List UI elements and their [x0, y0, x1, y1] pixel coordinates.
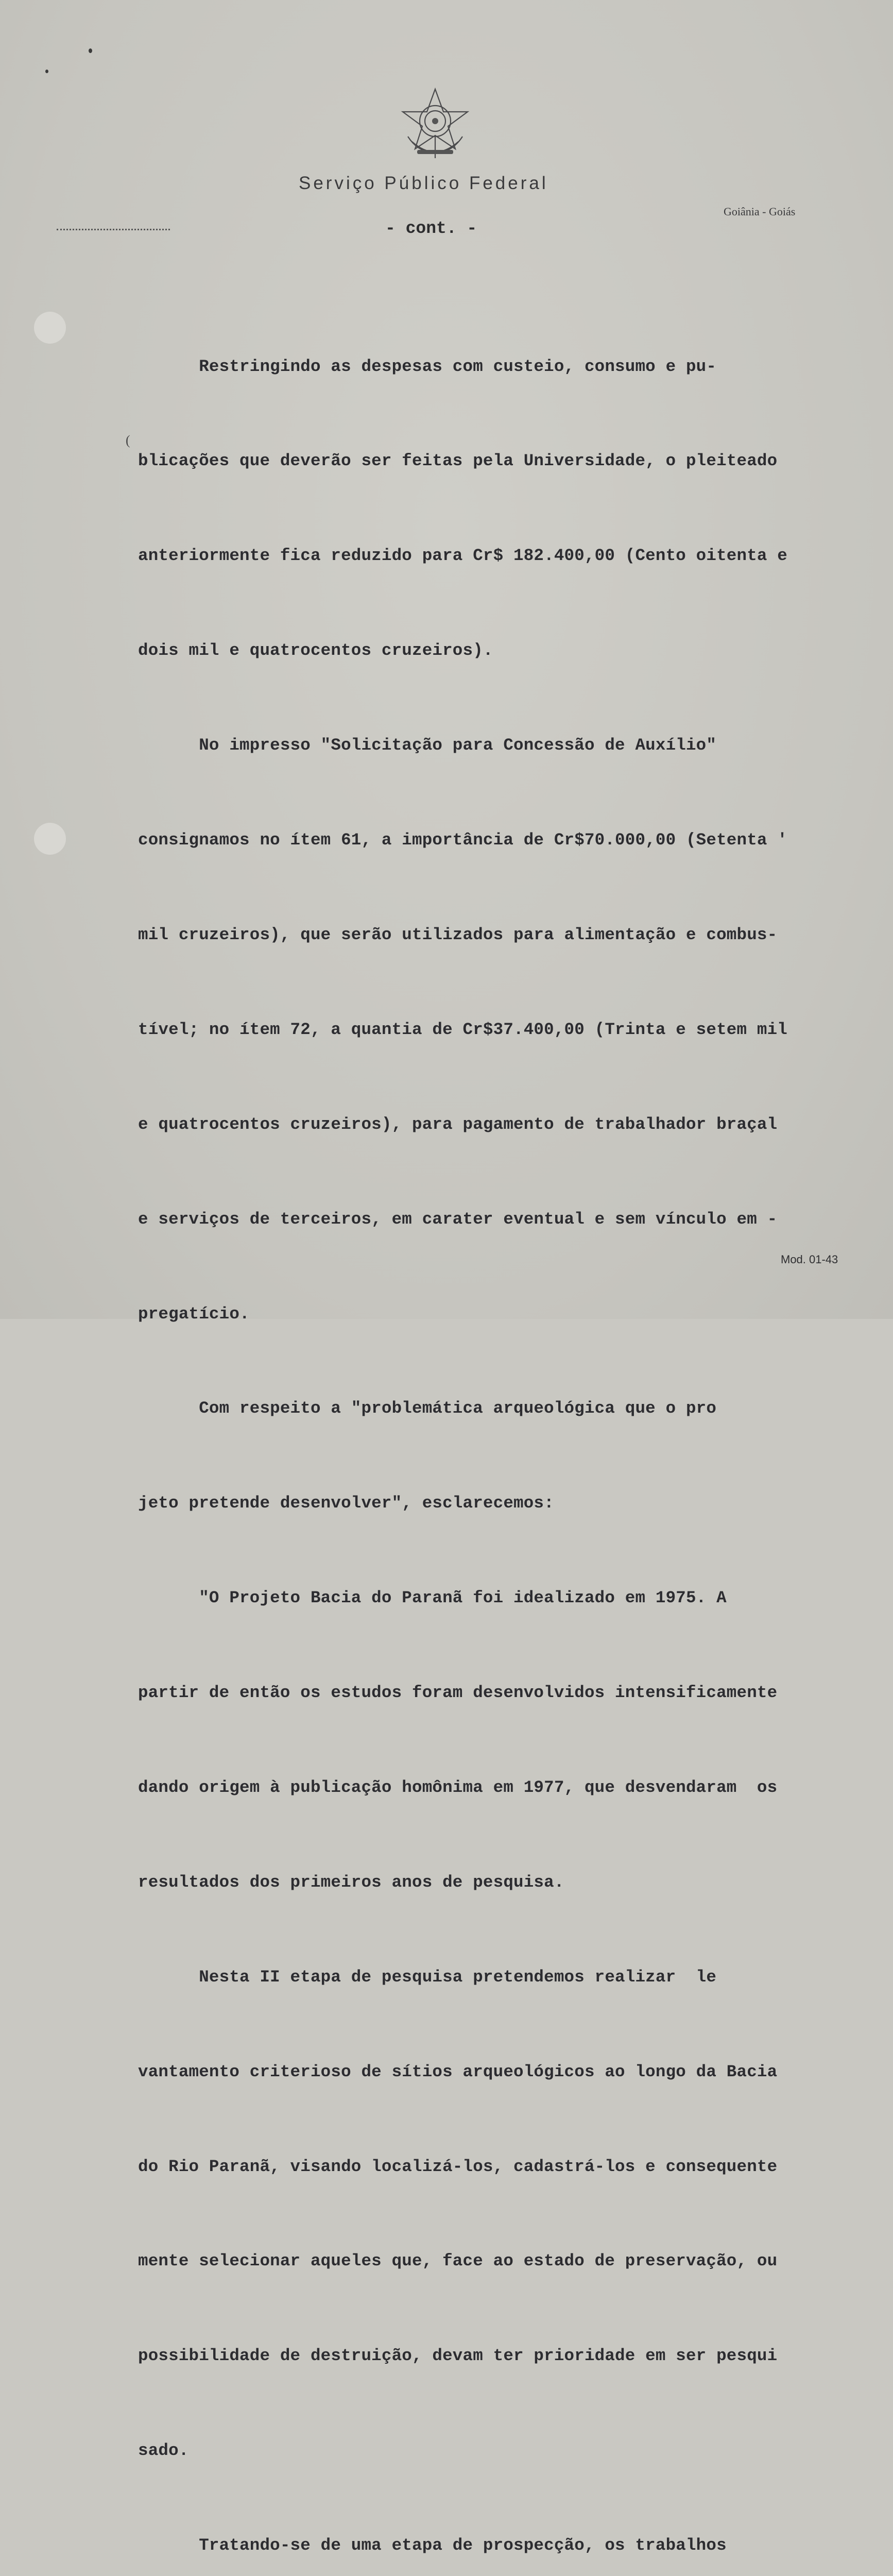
body-line: tível; no ítem 72, a quantia de Cr$37.400,00 (Trinta e setem mil: [138, 1020, 788, 1039]
body-line: Restringindo as despesas com custeio, consumo e pu-: [138, 357, 717, 376]
body-line: pregatício.: [138, 1304, 250, 1324]
body-line: possibilidade de destruição, devam ter prioridade em ser pesqui: [138, 2346, 778, 2366]
body-line: e serviços de terceiros, em carater eventual e sem vínculo em -: [138, 1209, 778, 1229]
body-line: sado.: [138, 2441, 189, 2461]
body-line: do Rio Paranã, visando localizá-los, cadastrá-los e consequente: [138, 2157, 778, 2176]
city-label: Goiânia - Goiás: [724, 205, 796, 218]
body-line: No impresso "Solicitação para Concessão de Auxílio": [138, 736, 717, 755]
brazil-coat-of-arms-icon: [397, 85, 474, 162]
body-line: "O Projeto Bacia do Paranã foi idealizado em 1975. A: [138, 1588, 727, 1608]
body-line: anteriormente fica reduzido para Cr$ 182.400,00 (Cento oitenta e: [138, 546, 788, 566]
body-line: jeto pretende desenvolver", esclarecemos:: [138, 1494, 554, 1513]
body-line: dois mil e quatrocentos cruzeiros).: [138, 641, 493, 660]
service-heading: Serviço Público Federal: [299, 173, 548, 193]
body-line: Com respeito a "problemática arqueológica que o pro: [138, 1399, 717, 1418]
body-line: mente selecionar aqueles que, face ao estado de preservação, ou: [138, 2251, 778, 2271]
dotted-line: [57, 229, 170, 230]
body-line: Tratando-se de uma etapa de prospecção, os trabalhos: [138, 2536, 727, 2555]
margin-mark: (: [126, 433, 130, 448]
ink-speck: [45, 70, 48, 73]
body-line: mil cruzeiros), que serão utilizados para alimentação e combus-: [138, 925, 778, 944]
punch-hole: [34, 823, 66, 855]
body-line: dando origem à publicação homônima em 1977, que desvendaram os: [138, 1777, 778, 1797]
letter-body: [138, 287, 818, 2576]
body-line: blicações que deverão ser feitas pela Universidade, o pleiteado: [138, 451, 778, 471]
body-line: Nesta II etapa de pesquisa pretendemos realizar le: [138, 1967, 717, 1987]
body-line: vantamento criterioso de sítios arqueológicos ao longo da Bacia: [138, 2062, 778, 2081]
ink-speck: [89, 48, 92, 53]
body-line: resultados dos primeiros anos de pesquisa.: [138, 1872, 564, 1892]
body-line: e quatrocentos cruzeiros), para pagamento de trabalhador braçal: [138, 1114, 778, 1134]
punch-hole: [34, 312, 66, 344]
body-line: partir de então os estudos foram desenvolvidos intensificamente: [138, 1683, 778, 1703]
form-code: Mod. 01-43: [781, 1253, 838, 1266]
body-line: consignamos no ítem 61, a importância de Cr$70.000,00 (Setenta ': [138, 831, 788, 850]
continuation-label: - cont. -: [385, 219, 477, 238]
